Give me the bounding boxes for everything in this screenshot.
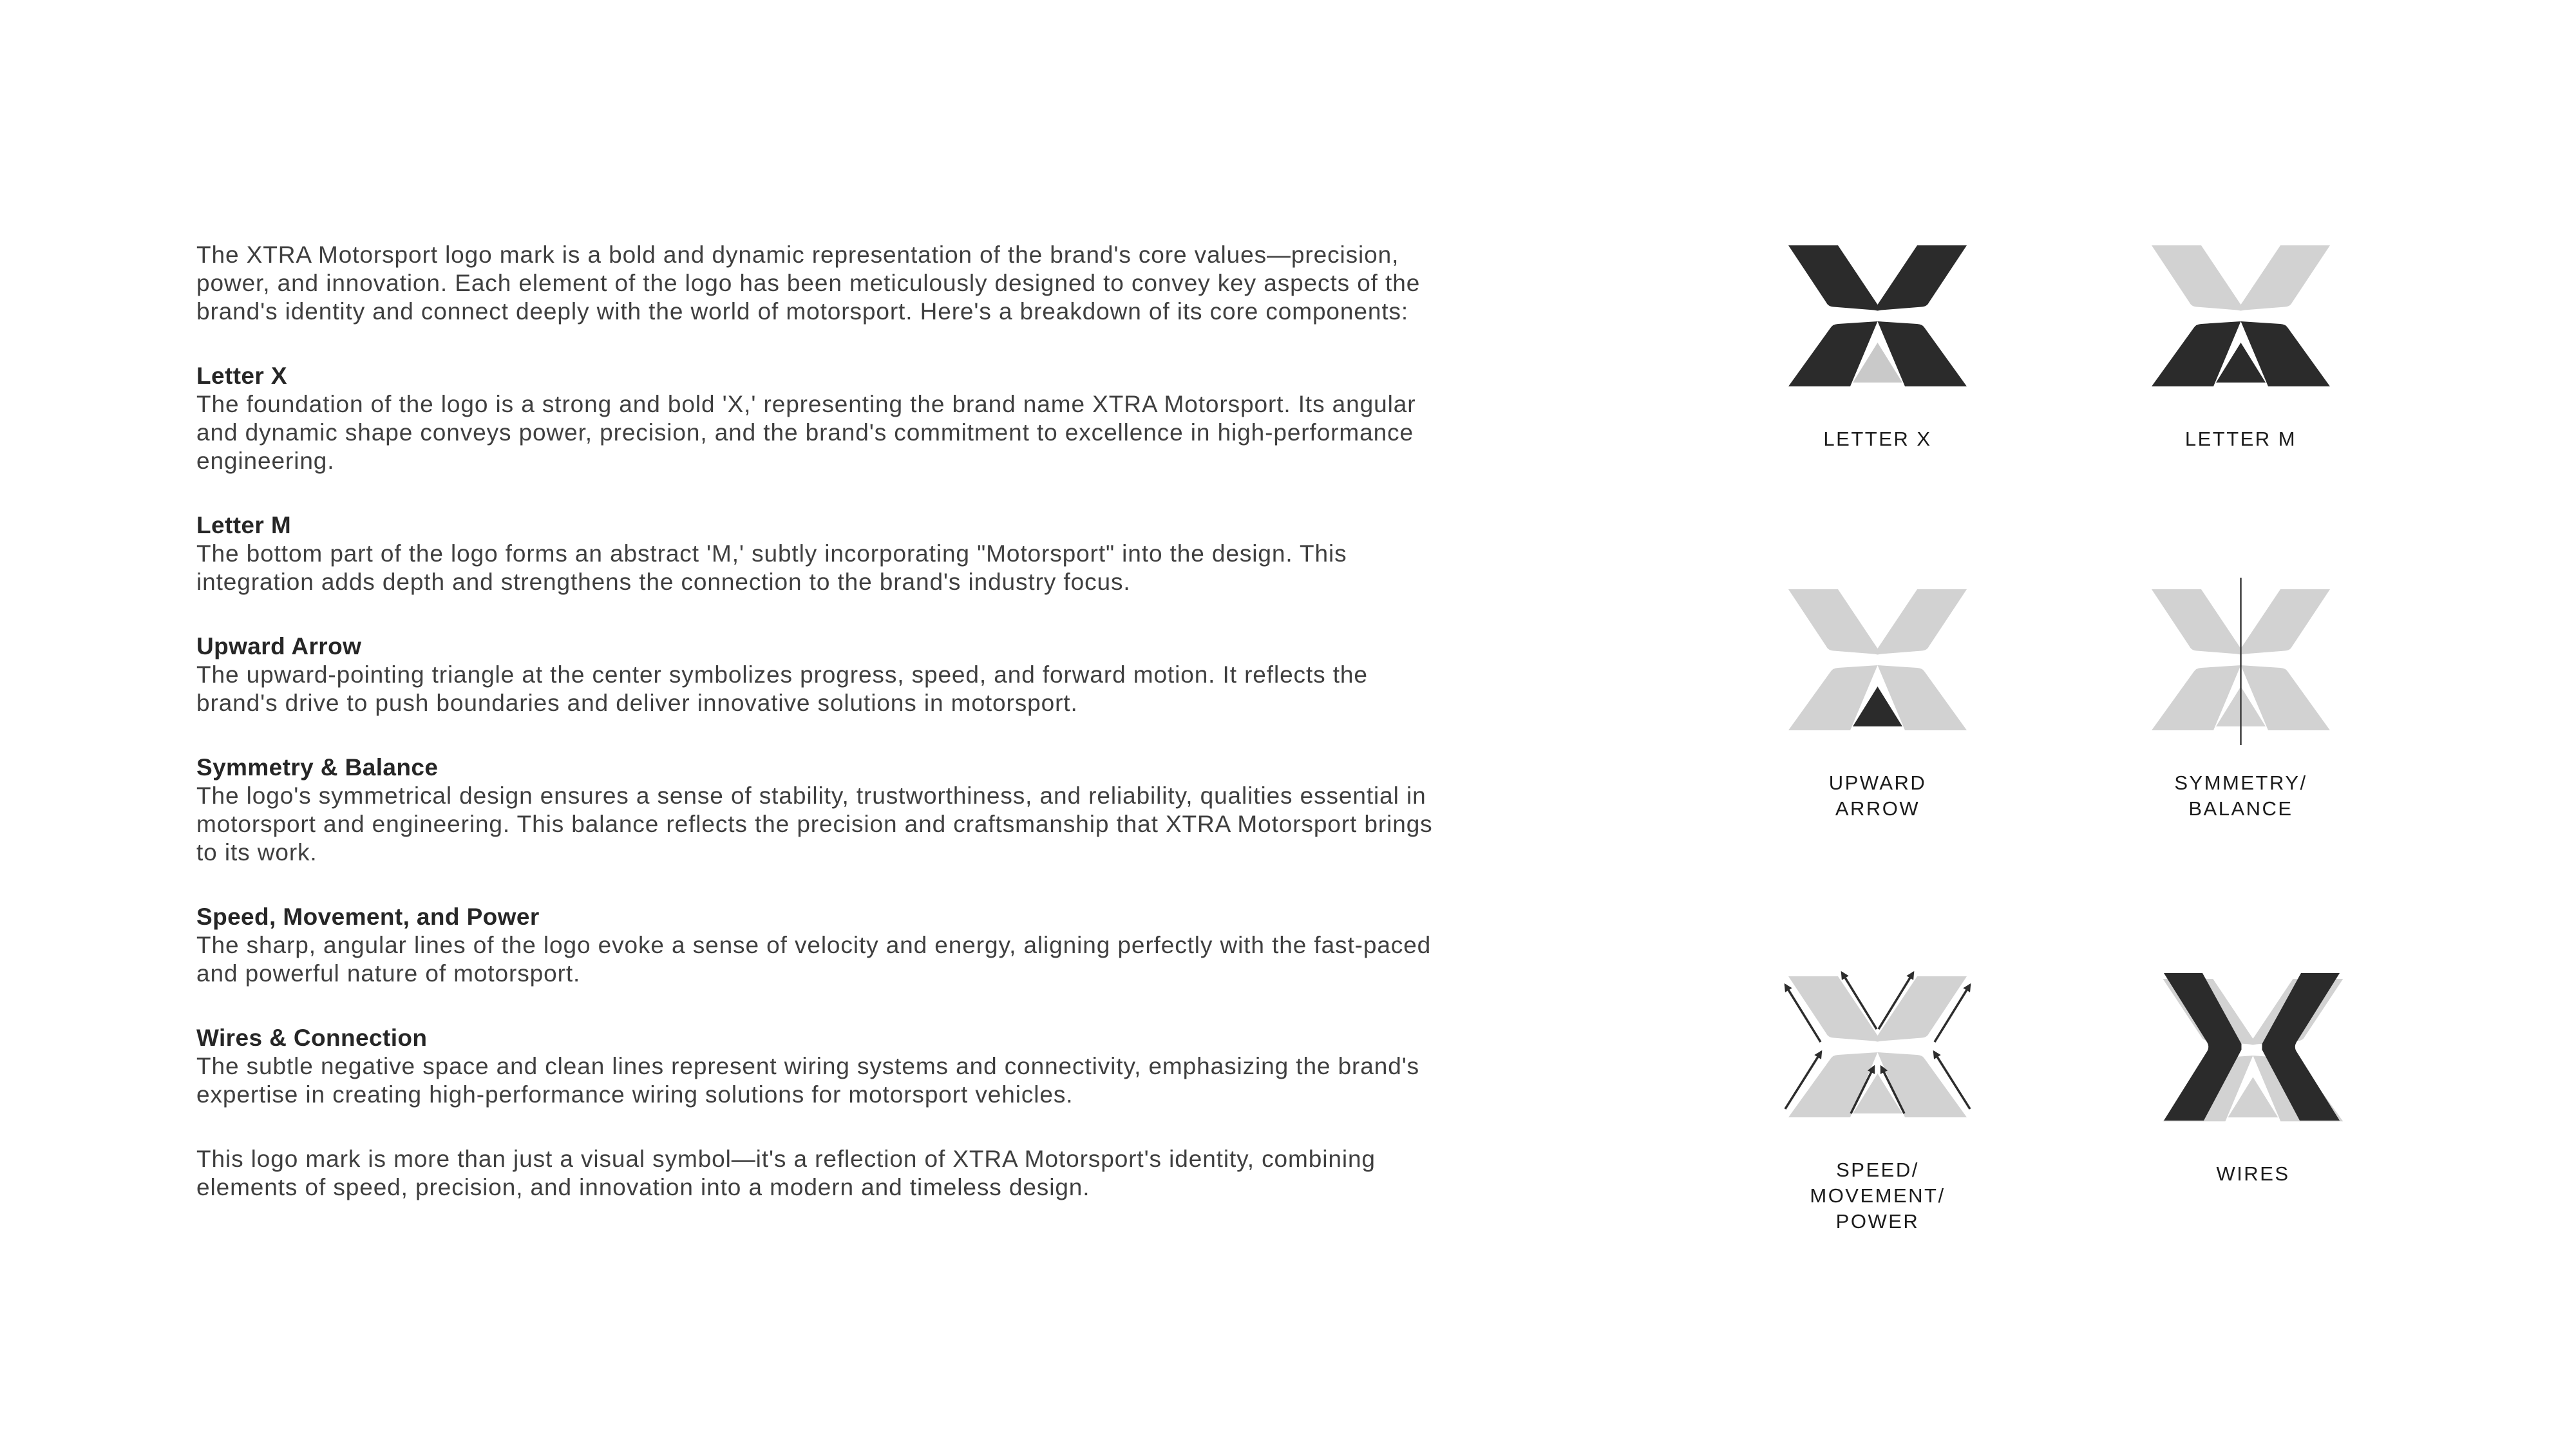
closing-paragraph [196,1145,1613,1202]
logo-label-line: POWER [1835,1210,1920,1233]
section-line: The bottom part of the logo forms an abstract 'M,' subtly incorporating "Motorsport" into the design. This [196,540,1347,567]
logo-card-upward-arrow [1788,589,1967,822]
section-heading: Speed, Movement, and Power [196,904,540,930]
section-line: The sharp, angular lines of the logo evoke a sense of velocity and energy, aligning perfectly with the fast-paced [196,932,1432,958]
logo-label [2185,426,2297,452]
mark-top-wings [2152,245,2330,311]
section-line: motorsport and engineering. This balance reflects the precision and craftsmanship that XTRA Motorsport brings [196,811,1433,837]
section-wires-connection [196,1024,1613,1109]
logo-label [2216,1161,2289,1187]
logo-description-text [196,241,1613,1202]
section-line: expertise in creating high-performance wiring solutions for motorsport vehicles. [196,1081,1074,1108]
upward-arrow-logo-icon [1788,589,1967,730]
section-heading: Letter X [196,363,287,389]
section-line: brand's drive to push boundaries and deliver innovative solutions in motorsport. [196,690,1078,716]
section-upward-arrow [196,632,1613,717]
section-line: engineering. [196,448,335,474]
closing-line: elements of speed, precision, and innovation into a modern and timeless design. [196,1174,1090,1200]
closing-line: This logo mark is more than just a visual symbol—it's a reflection of XTRA Motorsport's identity, combining [196,1146,1376,1172]
section-line: and powerful nature of motorsport. [196,960,581,987]
section-letter-m [196,511,1613,596]
logo-card-letter-x [1788,245,1967,452]
section-symmetry-balance [196,753,1613,867]
section-line: integration adds depth and strengthens the connection to the brand's industry focus. [196,569,1131,595]
section-heading: Wires & Connection [196,1025,428,1051]
section-line: and dynamic shape conveys power, precision, and the brand's commitment to excellence in high-performance [196,419,1414,446]
section-line: The logo's symmetrical design ensures a sense of stability, trustworthiness, and reliability, qualities essential in [196,782,1426,809]
logo-label [2174,770,2307,822]
letter-m-logo-icon [2152,245,2330,386]
section-heading: Letter M [196,512,292,538]
logo-label [1810,1157,1945,1235]
logo-label-line: MOVEMENT/ [1810,1184,1946,1207]
symmetry-balance-logo-icon [2152,589,2330,730]
section-heading: Upward Arrow [196,633,362,659]
section-line: The subtle negative space and clean lines represent wiring systems and connectivity, emphasizing the brand's [196,1053,1420,1079]
logo-label [1823,426,1931,452]
intro-line: brand's identity and connect deeply with the world of motorsport. Here's a breakdown of its core components: [196,298,1409,325]
logo-label-line: LETTER X [1823,428,1932,450]
section-line: The foundation of the logo is a strong and bold 'X,' representing the brand name XTRA Motorsport. Its angular [196,391,1416,417]
logo-label-line: SYMMETRY/ [2174,772,2307,794]
letter-x-logo-icon [1788,245,1967,386]
mark-top-wings [1788,589,1967,655]
logo-label [1829,770,1927,822]
section-letter-x [196,362,1613,475]
logo-card-symmetry-balance [2152,589,2330,822]
wires-logo-icon [2162,973,2344,1121]
section-speed-movement-power [196,903,1613,988]
logo-card-wires [2162,973,2344,1187]
logo-label-line: ARROW [1835,797,1920,820]
intro-paragraph [196,241,1613,326]
logo-label-line: SPEED/ [1836,1159,1919,1181]
speed-movement-power-logo-icon [1788,976,1967,1117]
logo-label-line: UPWARD [1828,772,1927,794]
logo-label-line: BALANCE [2188,797,2293,820]
logo-card-speed-movement-power [1788,976,1967,1235]
section-heading: Symmetry & Balance [196,754,439,781]
logo-label-line: LETTER M [2184,428,2297,450]
section-line: to its work. [196,839,317,866]
logo-card-letter-m [2152,245,2330,452]
intro-line: power, and innovation. Each element of the logo has been meticulously designed to convey key aspects of the [196,270,1421,296]
mark-top-wings [1788,245,1967,311]
logo-label-line: WIRES [2216,1162,2290,1185]
intro-line: The XTRA Motorsport logo mark is a bold and dynamic representation of the brand's core values—precision, [196,242,1399,268]
section-line: The upward-pointing triangle at the center symbolizes progress, speed, and forward motion. It reflects the [196,661,1368,688]
